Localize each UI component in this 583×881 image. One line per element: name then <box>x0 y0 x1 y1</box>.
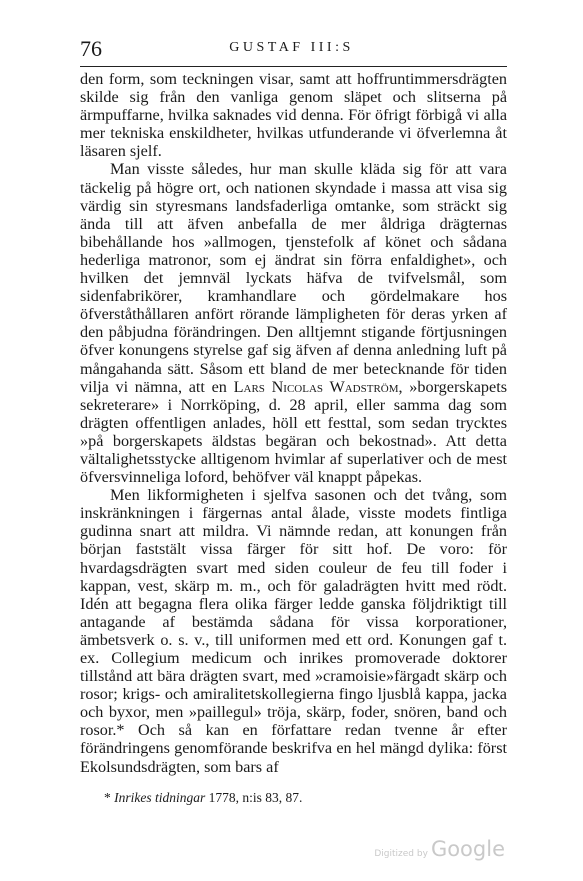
footnote <box>104 790 302 806</box>
watermark-prefix: Digitized by <box>374 849 428 859</box>
footnote-marker: * <box>104 790 111 805</box>
page-number: 76 <box>80 36 102 61</box>
body-text <box>80 70 507 776</box>
header-rule <box>80 66 507 67</box>
running-head: GUSTAF III:S <box>229 40 354 55</box>
person-name: Lars Nicolas Wadström <box>233 377 399 396</box>
footnote-citation: 1778, n:is 83, 87. <box>208 790 303 805</box>
digitized-watermark <box>374 837 505 861</box>
paragraph-3: Men likformigheten i sjelfva sasonen och det tvång, som inskränkningen i färgernas antal ålade, visste modets fintliga gudinna snart att mildra. Vi nämnde redan, att konungen från början faststält vissa färger för sitt hof. De voro: för hvardagsdrägten svart med siden couleur de feu till foder i kappan, vest, skärp m. m., och för galadrägten hvitt med rödt. Idén att begagna flera olika färger ledde ganska följdriktigt till antagande af bestämda sådana för vissa korporationer, ämbetsverk o. s. v., till uniformen med ett ord. Konungen gaf t. ex. Collegium medicum och inrikes promoverade doktorer tillstånd att bära drägten svart, med »cramoisie»färgadt skärp och rosor; krigs- och amiralitetskollegierna fingo ljusblå kappa, jacka och byxor, men »paillegul» tröja, skärp, foder, snören, band och rosor.* Och så kan en författare redan tvenne år efter förändringens genomförande beskrifva en hel mängd dylika: först Ekolsundsdrägten, som bars af <box>80 486 507 776</box>
paragraph-2-part-1: Man visste således, hur man skulle kläda sig för att vara täckelig på högre ort, och nationen skyndade i massa att visa sig värdig sin styresmans landsfaderliga omtanke, som sträckt sig ända till att äfven anbefalla de mer åldriga drägternas bibehållande hos »allmogen, tjenstefolk af könet och sådana hederliga matronor, som ej ändrat sin förra enfaldighet», och hvilken det jemnväl lyckats häfva de tvifvelsmål, som sidenfabrikörer, kramhandlare och gördelmakare hos öfverståthållaren anfört rörande lämpligheten för deras yrken af den påbjudna förändringen. Den alltjemnt stigande förtjusningen öfver konungens styrelse gaf sig äfven af denna anledning luft på mångahanda sätt. Såsom ett bland de mer betecknande för tiden vilja vi nämna, att en <box>80 160 507 396</box>
paragraph-1: den form, som teckningen visar, samt att hoffruntimmersdrägten skilde sig från den vanliga genom släpet och slitserna på ärmpuffarne, hvilka saknades vid denna. För öfrigt förbigå vi alla mer tekniska enskildheter, hvilkas utfunderande vi öfverlemna åt läsaren sjelf. <box>80 70 507 161</box>
footnote-source: Inrikes tidningar <box>114 790 206 805</box>
google-logo: Google <box>430 837 505 861</box>
paragraph-2 <box>80 160 507 486</box>
paragraph-2-part-2: , »borgerskapets sekreterare» i Norrköping, d. 28 april, eller samma dag som drägten offentligen anlades, höll ett festtal, som sedan trycktes »på borgerskapets äldstas begäran och bekostnad». Att detta vältalighetsstycke alltigenom hvimlar af superlativer och de mest öfversvinneliga loford, behöfver väl knappt påpekas. <box>80 377 507 487</box>
